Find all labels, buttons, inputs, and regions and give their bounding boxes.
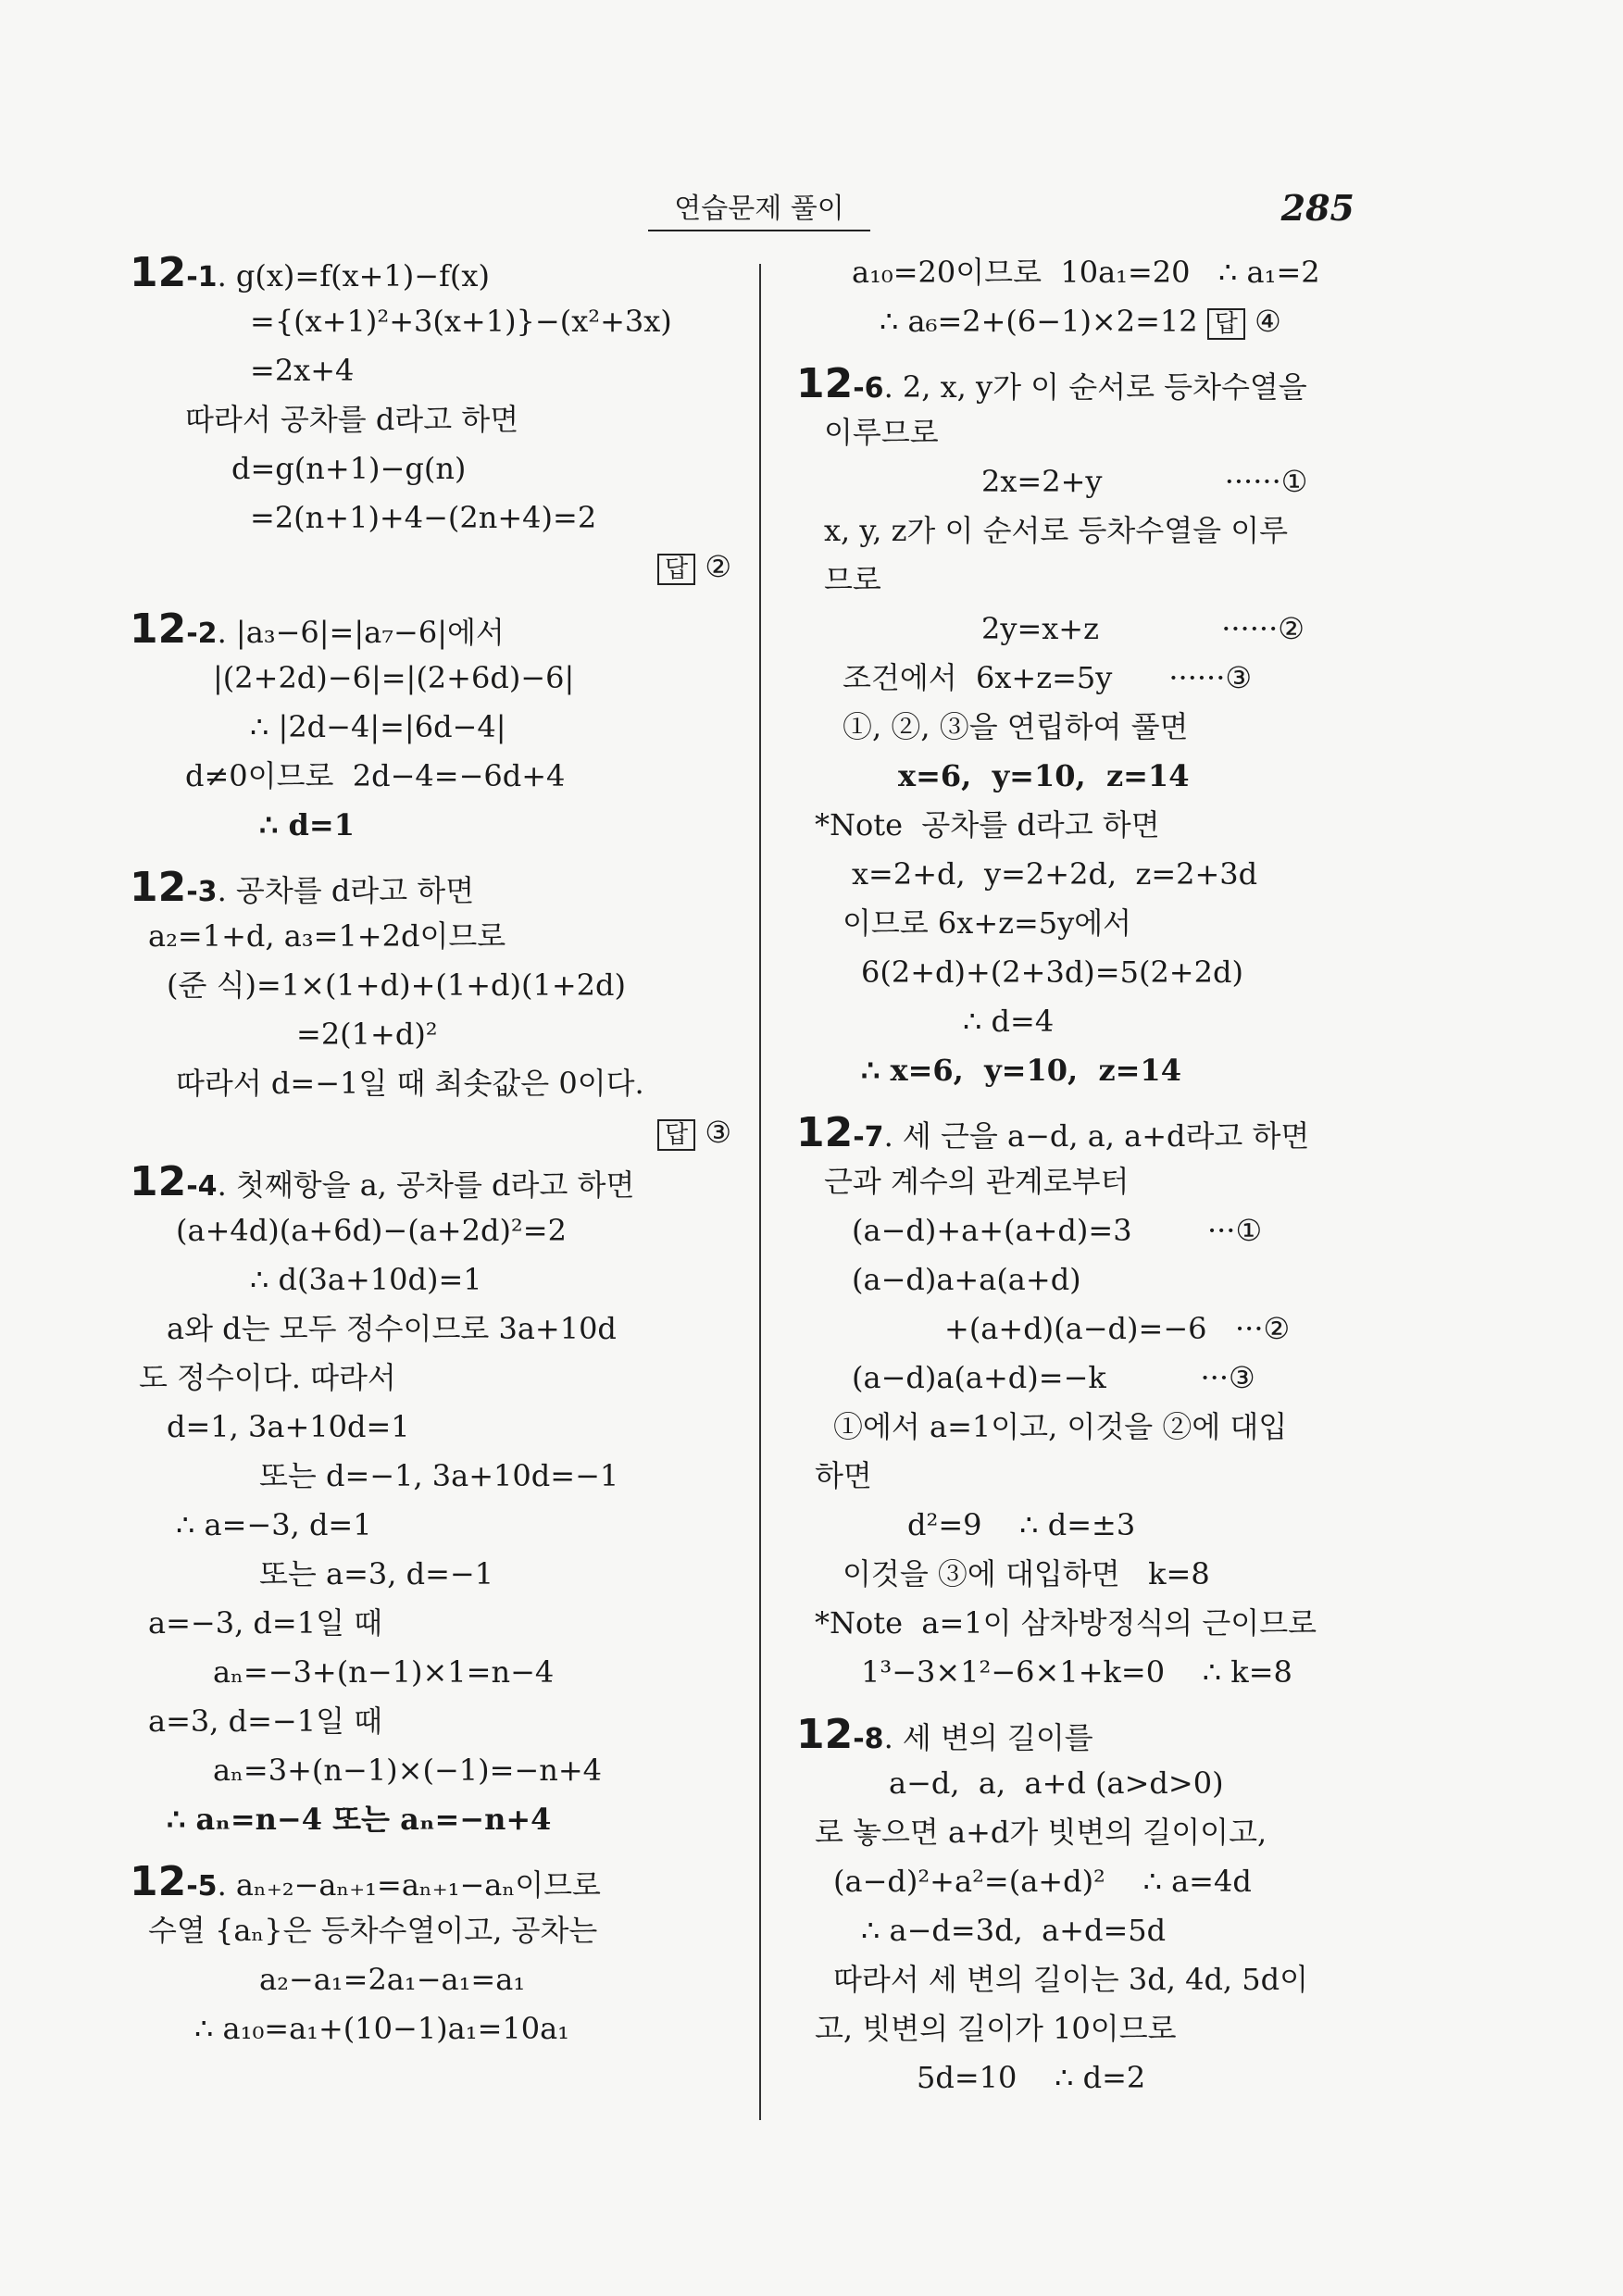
solution-line xyxy=(796,1354,1407,1403)
solution-line xyxy=(130,1354,731,1403)
line-text: a₁₀=20이므로 10a₁=20 ∴ a₁=2 xyxy=(852,255,1320,290)
solution-line xyxy=(796,1906,1407,1955)
line-text: 또는 a=3, d=−1 xyxy=(259,1556,494,1591)
solution-line xyxy=(130,654,731,703)
solution-line xyxy=(130,752,731,801)
line-text: 로 놓으면 a+d가 빗변의 길이이고, xyxy=(815,1815,1267,1850)
line-text: a와 d는 모두 정수이므로 3a+10d xyxy=(167,1311,617,1346)
solution-line xyxy=(796,1255,1407,1304)
solution-line xyxy=(130,1010,731,1059)
solution-line xyxy=(796,801,1407,850)
page-number: 285 xyxy=(1280,187,1355,229)
line-text: 하면 xyxy=(815,1458,872,1493)
note-text: *Note 공차를 d라고 하면 xyxy=(815,807,1160,842)
solution-line xyxy=(796,899,1407,948)
solution-line xyxy=(130,493,731,543)
line-text: (a−d)²+a²=(a+d)² ∴ a=4d xyxy=(833,1864,1252,1899)
solution-line xyxy=(796,1304,1407,1354)
line-text: 5d=10 ∴ d=2 xyxy=(917,2060,1146,2095)
line-text: x=6, y=10, z=14 xyxy=(898,758,1190,793)
solution-line xyxy=(130,1648,731,1697)
line-text: ∴ a−d=3d, a+d=5d xyxy=(861,1913,1167,1948)
solution-line xyxy=(130,1304,731,1354)
solution-line xyxy=(130,1059,731,1108)
solution-line xyxy=(130,1255,731,1304)
line-text: aₙ=3+(n−1)×(−1)=−n+4 xyxy=(213,1753,603,1788)
problem-number: 12-3 xyxy=(130,864,218,911)
line-text: 고, 빗변의 길이가 10이므로 xyxy=(815,2011,1177,2046)
answer-choice: ④ xyxy=(1244,304,1281,339)
problem-number-suffix: -7 xyxy=(853,1121,884,1154)
line-text: x, y, z가 이 순서로 등차수열을 이루 xyxy=(824,513,1289,548)
line-text: 조건에서 6x+z=5y ······③ xyxy=(843,660,1253,695)
solution-line xyxy=(130,444,731,493)
line-text: 따라서 세 변의 길이는 3d, 4d, 5d이 xyxy=(833,1962,1309,1997)
solution-line xyxy=(130,1501,731,1550)
line-text: 이것을 ③에 대입하면 k=8 xyxy=(843,1556,1210,1591)
problem-number-suffix: -8 xyxy=(853,1723,884,1755)
problem-number-suffix: -5 xyxy=(186,1870,218,1903)
line-text: d=1, 3a+10d=1 xyxy=(167,1409,410,1444)
problem-header xyxy=(130,1157,731,1206)
line-text: x=2+d, y=2+2d, z=2+3d xyxy=(852,856,1258,892)
solution-line xyxy=(130,1206,731,1255)
solution-line xyxy=(796,1648,1407,1697)
solution-line xyxy=(796,850,1407,899)
solution-line xyxy=(796,1857,1407,1906)
problem-number-suffix: -1 xyxy=(186,261,218,293)
line-text: 이루므로 xyxy=(824,415,939,450)
line-text: ∴ d(3a+10d)=1 xyxy=(250,1262,482,1297)
line-text: ∴ d=4 xyxy=(963,1004,1055,1039)
line-text: |(2+2d)−6|=|(2+6d)−6| xyxy=(213,660,575,695)
solution-line xyxy=(796,1403,1407,1452)
solution-line xyxy=(130,1795,731,1844)
solution-line xyxy=(796,1046,1407,1095)
line-text: ①, ②, ③을 연립하여 풀면 xyxy=(843,709,1189,744)
line-text: ∴ a₁₀=a₁+(10−1)a₁=10a₁ xyxy=(194,2011,569,2046)
solution-line xyxy=(130,1403,731,1452)
line-text: 도 정수이다. 따라서 xyxy=(139,1360,396,1395)
solution-line xyxy=(130,2004,731,2053)
solution-line xyxy=(796,1452,1407,1501)
line-text: =2(1+d)² xyxy=(296,1017,438,1052)
line-text: 6(2+d)+(2+3d)=5(2+2d) xyxy=(861,955,1243,990)
problem-header xyxy=(130,605,731,654)
left-column xyxy=(130,248,731,2053)
line-text: a₂−a₁=2a₁−a₁=a₁ xyxy=(259,1962,526,1997)
right-column xyxy=(796,248,1407,2103)
line-text: d²=9 ∴ d=±3 xyxy=(907,1507,1136,1542)
line-text: 근과 계수의 관계로부터 xyxy=(824,1164,1130,1199)
solution-line xyxy=(796,506,1407,555)
solution-line xyxy=(796,1955,1407,2004)
line-text: . 2, x, y가 이 순서로 등차수열을 xyxy=(883,369,1307,405)
problem-number: 12-4 xyxy=(130,1158,218,1205)
line-text: a₂=1+d, a₃=1+2d이므로 xyxy=(148,918,506,954)
solution-line xyxy=(130,543,731,592)
solution-line xyxy=(130,1108,731,1157)
solution-line xyxy=(130,395,731,444)
solution-line xyxy=(130,912,731,961)
line-text: 이므로 6x+z=5y에서 xyxy=(843,905,1132,941)
line-text: . aₙ₊₂−aₙ₊₁=aₙ₊₁−aₙ이므로 xyxy=(217,1867,601,1903)
solution-line xyxy=(796,1501,1407,1550)
solution-line xyxy=(796,1808,1407,1857)
line-text: . g(x)=f(x+1)−f(x) xyxy=(217,258,490,293)
solution-line xyxy=(130,801,731,850)
problem-header xyxy=(796,1108,1407,1157)
problem-number: 12-1 xyxy=(130,249,218,296)
line-text: a=−3, d=1일 때 xyxy=(148,1605,383,1641)
line-text: 따라서 d=−1일 때 최솟값은 0이다. xyxy=(176,1066,644,1101)
solution-line xyxy=(796,1157,1407,1206)
line-text: ∴ |2d−4|=|6d−4| xyxy=(250,709,506,744)
solution-line xyxy=(796,752,1407,801)
column-divider xyxy=(759,264,761,2120)
solution-line xyxy=(796,703,1407,752)
solution-line xyxy=(796,297,1407,346)
line-text: ∴ a=−3, d=1 xyxy=(176,1507,372,1542)
solution-line xyxy=(796,997,1407,1046)
solution-line xyxy=(796,1759,1407,1808)
solution-line xyxy=(796,248,1407,297)
solution-line xyxy=(130,1906,731,1955)
problem-number: 12-5 xyxy=(130,1858,218,1905)
problem-number: 12-7 xyxy=(796,1109,884,1156)
line-text: ③ xyxy=(695,1115,731,1150)
solution-line xyxy=(796,2053,1407,2103)
line-text: d=g(n+1)−g(n) xyxy=(231,451,467,486)
line-text: 또는 d=−1, 3a+10d=−1 xyxy=(259,1458,619,1493)
line-text: a=3, d=−1일 때 xyxy=(148,1703,383,1739)
solution-line xyxy=(796,948,1407,997)
line-text: (준 식)=1×(1+d)+(1+d)(1+2d) xyxy=(167,967,626,1003)
solution-line xyxy=(796,1599,1407,1648)
line-text: =2(n+1)+4−(2n+4)=2 xyxy=(250,500,597,535)
solution-line xyxy=(130,1697,731,1746)
line-text: ={(x+1)²+3(x+1)}−(x²+3x) xyxy=(250,304,672,339)
problem-number-suffix: -4 xyxy=(186,1170,218,1203)
problem-header xyxy=(130,863,731,912)
answer-box: 답 xyxy=(657,554,695,585)
line-text: 2y=x+z ······② xyxy=(981,611,1305,646)
solution-line xyxy=(130,346,731,395)
note-text: *Note a=1이 삼차방정식의 근이므로 xyxy=(815,1605,1317,1641)
line-text: d≠0이므로 2d−4=−6d+4 xyxy=(185,758,566,793)
line-text: . 세 근을 a−d, a, a+d라고 하면 xyxy=(883,1118,1310,1154)
solution-line xyxy=(796,555,1407,605)
line-text: ∴ aₙ=n−4 또는 aₙ=−n+4 xyxy=(167,1802,552,1837)
solution-line xyxy=(796,457,1407,506)
solution-line xyxy=(130,961,731,1010)
line-text: . 공차를 d라고 하면 xyxy=(217,873,475,908)
line-text: (a+4d)(a+6d)−(a+2d)²=2 xyxy=(176,1213,567,1248)
problem-number-suffix: -6 xyxy=(853,372,884,405)
problem-header xyxy=(130,248,731,297)
problem-number-suffix: -2 xyxy=(186,618,218,650)
line-text: 므로 xyxy=(824,562,881,597)
answer-box: 답 xyxy=(657,1119,695,1151)
solution-line xyxy=(130,703,731,752)
solution-line xyxy=(130,1550,731,1599)
problem-number: 12-6 xyxy=(796,360,884,407)
solution-line xyxy=(796,1206,1407,1255)
line-text: aₙ=−3+(n−1)×1=n−4 xyxy=(213,1654,555,1690)
line-text: . |a₃−6|=|a₇−6|에서 xyxy=(217,615,505,650)
line-text: a−d, a, a+d (a>d>0) xyxy=(889,1766,1224,1801)
solution-line xyxy=(796,654,1407,703)
line-text: ∴ a₆=2+(6−1)×2=12 xyxy=(880,304,1207,339)
line-text: (a−d)a+a(a+d) xyxy=(852,1262,1081,1297)
problem-header xyxy=(796,1710,1407,1759)
line-text: (a−d)a(a+d)=−k ···③ xyxy=(852,1360,1255,1395)
line-text: ∴ x=6, y=10, z=14 xyxy=(861,1053,1181,1088)
problem-header xyxy=(796,359,1407,408)
problem-number-suffix: -3 xyxy=(186,876,218,908)
page-header-title: 연습문제 풀이 xyxy=(648,185,870,231)
solution-line xyxy=(130,1955,731,2004)
line-text: 2x=2+y ······① xyxy=(981,464,1308,499)
problem-number: 12-2 xyxy=(130,605,218,653)
solution-line xyxy=(130,1746,731,1795)
line-text: ② xyxy=(695,549,731,584)
line-text: (a−d)+a+(a+d)=3 ···① xyxy=(852,1213,1263,1248)
solution-line xyxy=(796,605,1407,654)
solution-line xyxy=(130,297,731,346)
solution-line xyxy=(796,1550,1407,1599)
problem-header xyxy=(130,1857,731,1906)
line-text: . 세 변의 길이를 xyxy=(883,1720,1093,1755)
solution-line xyxy=(130,1452,731,1501)
line-text: =2x+4 xyxy=(250,353,355,388)
answer-box: 답 xyxy=(1207,308,1245,340)
line-text: ∴ d=1 xyxy=(259,807,355,842)
line-text: 1³−3×1²−6×1+k=0 ∴ k=8 xyxy=(861,1654,1292,1690)
solution-line xyxy=(796,408,1407,457)
solution-line xyxy=(130,1599,731,1648)
line-text: 따라서 공차를 d라고 하면 xyxy=(185,402,519,437)
line-text: +(a+d)(a−d)=−6 ···② xyxy=(944,1311,1291,1346)
solution-line xyxy=(796,2004,1407,2053)
line-text: . 첫째항을 a, 공차를 d라고 하면 xyxy=(217,1167,635,1203)
line-text: 수열 {aₙ}은 등차수열이고, 공차는 xyxy=(148,1913,598,1948)
line-text: ①에서 a=1이고, 이것을 ②에 대입 xyxy=(833,1409,1288,1444)
problem-number: 12-8 xyxy=(796,1711,884,1758)
